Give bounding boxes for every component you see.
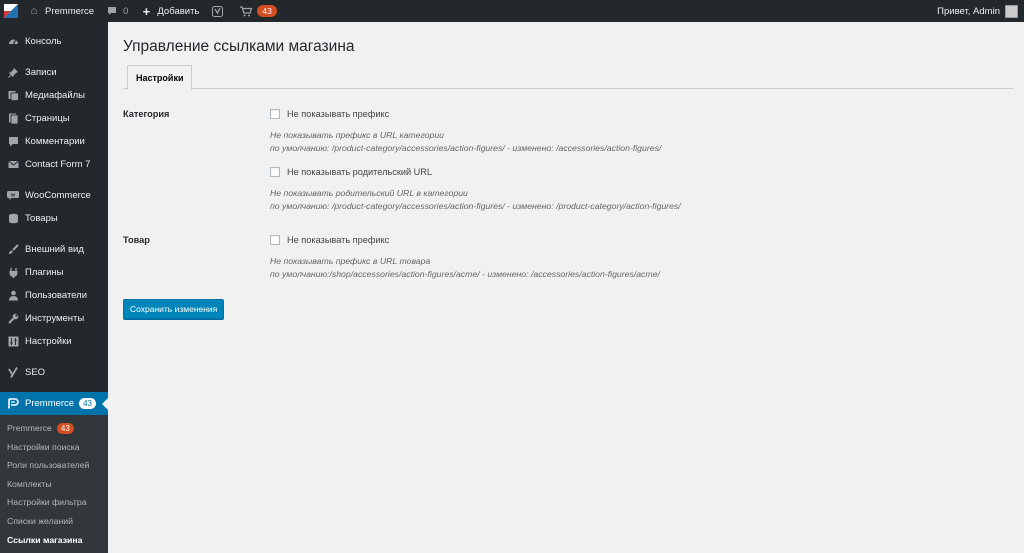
category-no-prefix-description [270, 129, 1013, 155]
premmerce-badge: 43 [79, 398, 96, 409]
yoast-icon [211, 5, 223, 17]
premmerce-submenu [0, 415, 108, 553]
archive-icon [7, 213, 19, 225]
description-line: по умолчанию: /product-category/accessories/action-figures/ - изменено: /accessories/action-figures/ [270, 143, 662, 153]
home-icon: ⌂ [30, 5, 38, 17]
sidebar-item-woocommerce[interactable] [0, 184, 108, 207]
description-line: Не показывать префикс в URL категории [270, 130, 444, 140]
submenu-badge: 43 [57, 423, 74, 434]
admin-bar [0, 0, 1024, 22]
sidebar-item-products[interactable] [0, 207, 108, 230]
submenu-item-label: Premmerce [7, 423, 52, 433]
sidebar-item-dashboard[interactable] [0, 30, 108, 53]
sidebar-item-seo[interactable] [0, 361, 108, 384]
sidebar-item-settings[interactable] [0, 330, 108, 353]
sidebar-item-pages[interactable] [0, 107, 108, 130]
dashboard-icon [7, 36, 19, 48]
admin-sidebar [0, 22, 108, 545]
cart-icon [240, 5, 252, 17]
submenu-item-label: Настройки фильтра [7, 497, 87, 508]
tab-bar [123, 65, 1013, 89]
add-new-link[interactable] [134, 0, 205, 22]
sidebar-item-label: Пользователи [25, 290, 88, 301]
sidebar-item-label: Premmerce [25, 398, 75, 409]
yoast-icon [7, 367, 19, 379]
sidebar-item-label: Комментарии [25, 136, 85, 147]
submenu-item-label: Ссылки магазина [7, 534, 83, 545]
main-content [123, 22, 1013, 319]
users-icon [7, 290, 19, 302]
comment-icon [7, 136, 19, 148]
category-no-parent-option[interactable] [270, 166, 1013, 178]
sidebar-item-premmerce[interactable] [0, 392, 108, 415]
wrench-icon [7, 313, 19, 325]
submenu-item-wishlists[interactable] [0, 512, 108, 531]
wp-logo-button[interactable] [0, 0, 22, 22]
category-no-parent-description [270, 187, 1013, 213]
sidebar-item-appearance[interactable] [0, 238, 108, 261]
sidebar-item-label: Плагины [25, 267, 64, 278]
plugin-icon [7, 267, 19, 279]
premmerce-logo-icon [4, 4, 18, 18]
sidebar-item-tools[interactable] [0, 307, 108, 330]
category-no-parent-checkbox[interactable] [270, 167, 280, 177]
sidebar-item-label: Товары [25, 213, 58, 224]
sidebar-item-label: Инструменты [25, 313, 85, 324]
my-account[interactable] [937, 5, 1024, 18]
plus-icon: + [142, 3, 151, 19]
submenu-item-label: Комплекты [7, 478, 52, 489]
site-name-link[interactable] [22, 0, 100, 22]
comments-link[interactable] [100, 0, 134, 22]
woo-icon [7, 190, 19, 202]
yoast-link[interactable] [205, 0, 234, 22]
category-no-prefix-option[interactable] [270, 108, 1013, 120]
checkbox-label: Не показывать префикс [287, 235, 390, 245]
mail-icon [7, 159, 19, 171]
product-row [123, 234, 1013, 281]
brush-icon [7, 244, 19, 256]
submenu-item-user-roles[interactable] [0, 456, 108, 475]
checkbox-label: Не показывать префикс [287, 109, 390, 119]
cart-link[interactable] [234, 0, 282, 22]
pin-icon [7, 67, 19, 79]
sidebar-item-label: Записи [25, 67, 57, 78]
comment-bubble-icon [106, 5, 118, 17]
save-changes-button[interactable]: Сохранить изменения [123, 299, 224, 319]
settings-icon [7, 336, 19, 348]
sidebar-item-label: WooCommerce [25, 190, 91, 201]
product-no-prefix-checkbox[interactable] [270, 235, 280, 245]
sidebar-item-media[interactable] [0, 84, 108, 107]
sidebar-item-label: SEO [25, 367, 46, 378]
category-row [123, 108, 1013, 213]
product-label: Товар [123, 235, 150, 245]
category-no-prefix-checkbox[interactable] [270, 109, 280, 119]
greeting-label: Привет, Admin [937, 5, 1000, 17]
avatar [1005, 5, 1018, 18]
premmerce-icon [7, 398, 19, 410]
sidebar-item-label: Внешний вид [25, 244, 84, 255]
sidebar-item-label: Contact Form 7 [25, 159, 91, 170]
product-no-prefix-option[interactable] [270, 234, 1013, 246]
description-line: по умолчанию: /product-category/accessories/action-figures/ - изменено: /product-category/action-figures/ [270, 201, 681, 211]
sidebar-item-comments[interactable] [0, 130, 108, 153]
description-line: по умолчанию:/shop/accessories/action-figures/acme/ - изменено: /accessories/action-figures/acme/ [270, 269, 660, 279]
description-line: Не показывать родительский URL в категории [270, 188, 468, 198]
cart-badge: 43 [257, 5, 276, 17]
media-icon [7, 90, 19, 102]
tab-settings[interactable]: Настройки [127, 65, 192, 90]
sidebar-item-posts[interactable] [0, 61, 108, 84]
submenu-item-shop-links[interactable] [0, 531, 108, 550]
submenu-item-filter-settings[interactable] [0, 493, 108, 512]
page-icon [7, 113, 19, 125]
submenu-item-search-settings[interactable] [0, 438, 108, 457]
submenu-item-label: Списки желаний [7, 515, 73, 526]
submenu-item-premmerce[interactable] [0, 419, 108, 438]
sidebar-item-label: Консоль [25, 36, 62, 47]
sidebar-item-label: Настройки [25, 336, 72, 347]
comments-count: 0 [123, 5, 129, 17]
page-title: Управление ссылками магазина [123, 38, 355, 55]
category-label: Категория [123, 109, 170, 119]
submenu-item-label: Роли пользователей [7, 460, 90, 471]
add-new-label: Добавить [157, 5, 200, 17]
submenu-item-label: Настройки поиска [7, 441, 80, 452]
checkbox-label: Не показывать родительский URL [287, 167, 433, 177]
svg-text:W: W [10, 192, 16, 198]
submenu-item-bundles[interactable] [0, 475, 108, 494]
sidebar-item-contact-form[interactable] [0, 153, 108, 176]
product-no-prefix-description [270, 255, 1013, 281]
sidebar-item-users[interactable] [0, 284, 108, 307]
sidebar-item-label: Медиафайлы [25, 90, 86, 101]
description-line: Не показывать префикс в URL товара [270, 256, 431, 266]
sidebar-item-plugins[interactable] [0, 261, 108, 284]
sidebar-item-label: Страницы [25, 113, 70, 124]
site-name-label: Premmerce [45, 5, 95, 17]
